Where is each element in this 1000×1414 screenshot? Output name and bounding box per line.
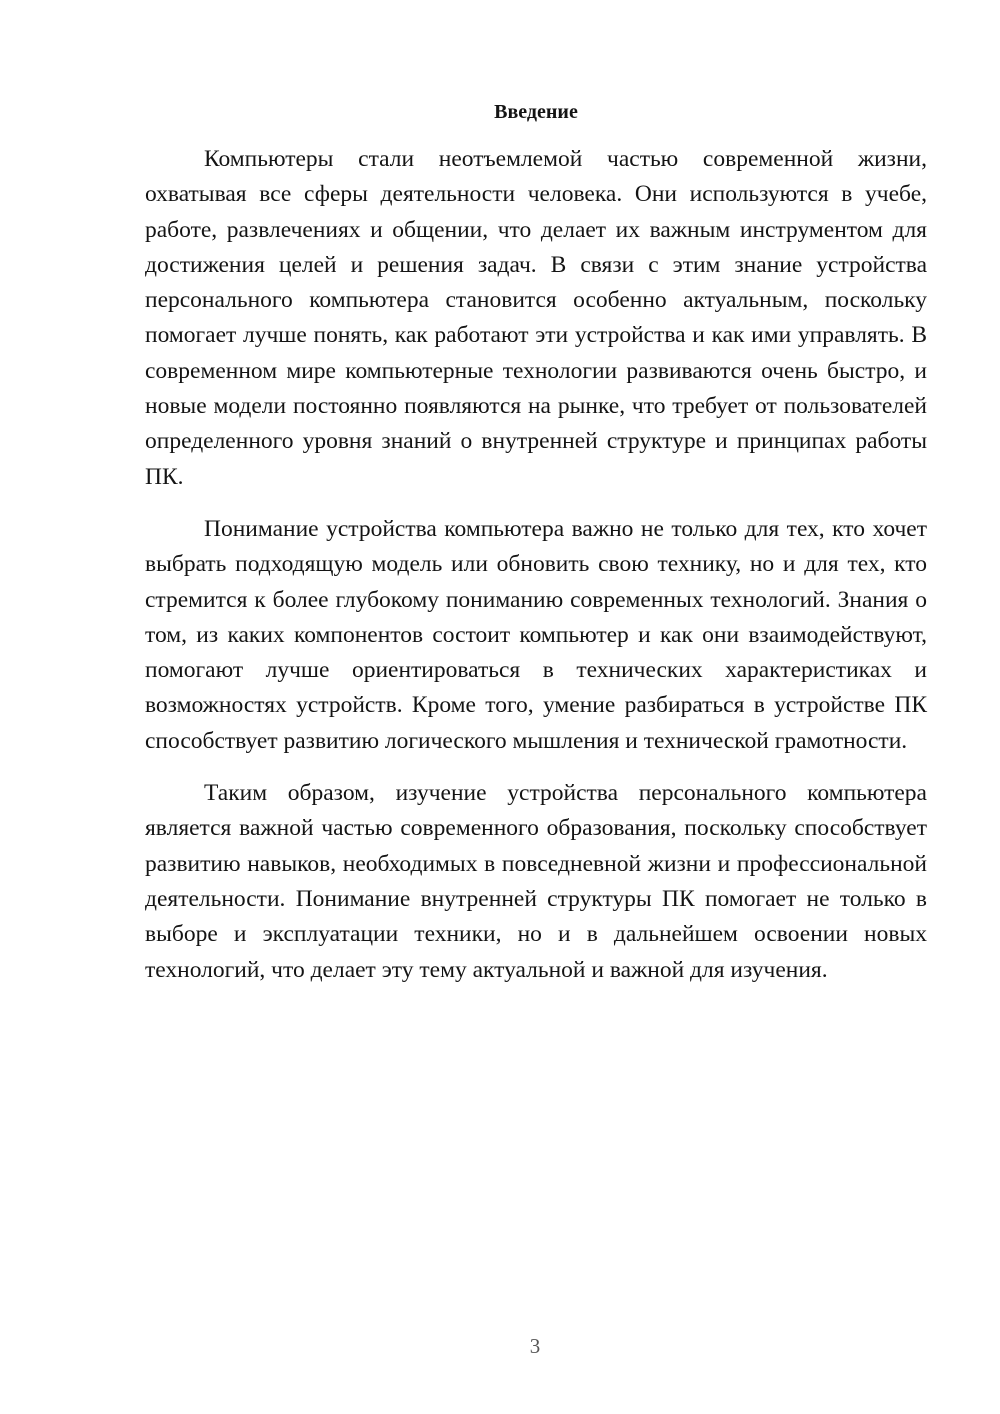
page-number: 3 [529, 1334, 541, 1358]
section-heading: Введение [494, 101, 578, 123]
body-text [145, 142, 927, 1005]
paragraph-2: Понимание устройства компьютера важно не только для тех, кто хочет выбрать подходящую модель или обновить свою технику, но и для тех, кто стремится к более глубокому пониманию современных технологий. Знания о том, из каких компонентов состоит компьютер и как они взаимодействуют, помогают лучше ориентироваться в технических характеристиках и возможностях устройств. Кроме того, умение разбираться в устройстве ПК способствует развитию логического мышления и технической грамотности. [145, 515, 927, 754]
paragraph-3: Таким образом, изучение устройства персонального компьютера является важной частью современного образования, поскольку способствует развитию навыков, необходимых в повседневной жизни и профессиональной деятельности. Понимание внутренней структуры ПК помогает не только в выборе и эксплуатации техники, но и в дальнейшем освоении новых технологий, что делает эту тему актуальной и важной для изучения. [145, 780, 927, 983]
paragraph-1: Компьютеры стали неотъемлемой частью современной жизни, охватывая все сферы деятельности человека. Они используются в учебе, работе, развлечениях и общении, что делает их важным инструментом для достижения целей и решения задач. В связи с этим знание устройства персонального компьютера становится особенно актуальным, поскольку помогает лучше понять, как работают эти устройства и как ими управлять. В современном мире компьютерные технологии развиваются очень быстро, и новые модели постоянно появляются на рынке, что требует от пользователей определенного уровня знаний о внутренней структуре и принципах работы ПК. [145, 146, 927, 490]
